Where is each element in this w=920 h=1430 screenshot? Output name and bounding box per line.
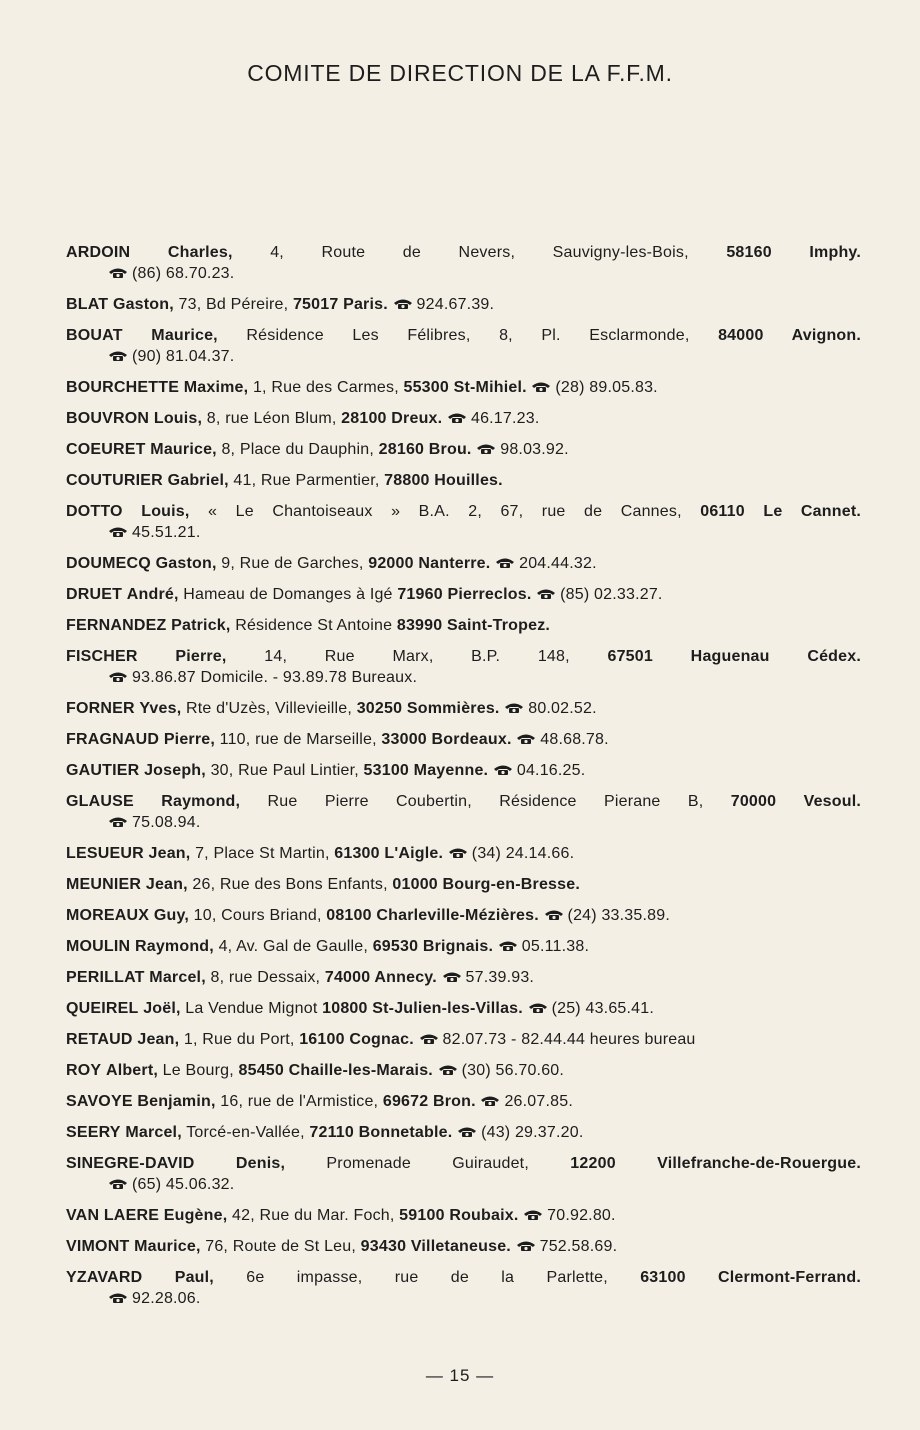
- entry-main-line: [66, 325, 861, 346]
- entry-main-line: [66, 998, 861, 1019]
- member-city: Villefranche-de-Rouergue.: [615, 1155, 861, 1172]
- entry-main-line: [66, 408, 861, 429]
- list-item: [66, 584, 861, 605]
- member-postal-code: 78800: [384, 472, 430, 489]
- member-first-name: Eugène,: [163, 1207, 228, 1224]
- member-phone: 04.16.25.: [516, 762, 586, 779]
- member-first-name: Gaston,: [112, 296, 174, 313]
- entry-main-line: [66, 905, 861, 926]
- entry-main-line: [66, 377, 861, 398]
- member-address: 8, Place du Dauphin,: [216, 441, 379, 458]
- telephone-icon: [438, 1061, 458, 1073]
- member-first-name: Pierre,: [175, 648, 227, 665]
- member-last-name: VAN LAERE: [66, 1207, 160, 1224]
- member-city: St-Mihiel.: [448, 379, 527, 396]
- entry-main-line: [66, 760, 861, 781]
- member-city: Sommières.: [402, 700, 500, 717]
- member-last-name: MOULIN: [66, 938, 131, 955]
- member-phone: 57.39.93.: [465, 969, 535, 986]
- member-phone: 93.86.87 Domicile. - 93.89.78 Bureaux.: [132, 669, 418, 686]
- member-city: Mayenne.: [409, 762, 489, 779]
- member-postal-code: 12200: [570, 1155, 616, 1172]
- member-phone: (43) 29.37.20.: [481, 1124, 584, 1141]
- member-last-name: VIMONT: [66, 1238, 130, 1255]
- list-item: [66, 698, 861, 719]
- list-item: [66, 843, 861, 864]
- member-phone: (85) 02.33.27.: [560, 586, 663, 603]
- member-postal-code: 28100: [341, 410, 387, 427]
- member-last-name: BOURCHETTE: [66, 379, 180, 396]
- member-address: 42, Rue du Mar. Foch,: [227, 1207, 400, 1224]
- member-phone: 75.08.94.: [132, 814, 201, 831]
- member-phone: (28) 89.05.83.: [555, 379, 658, 396]
- member-last-name: MOREAUX: [66, 907, 150, 924]
- entry-main-line: [66, 967, 861, 988]
- member-phone: 70.92.80.: [547, 1207, 616, 1224]
- list-item: [66, 377, 861, 398]
- member-city: St-Julien-les-Villas.: [367, 1000, 523, 1017]
- member-phone: 924.67.39.: [416, 296, 495, 313]
- entry-main-line: [66, 294, 861, 315]
- entry-main-line: [66, 698, 861, 719]
- member-city: Pierreclos.: [442, 586, 532, 603]
- member-last-name: GAUTIER: [66, 762, 140, 779]
- entry-main-line: [66, 1091, 861, 1112]
- member-postal-code: 33000: [381, 731, 427, 748]
- entry-phone-line: [66, 667, 861, 688]
- member-address: 1, Rue des Carmes,: [248, 379, 404, 396]
- telephone-icon: [531, 378, 551, 390]
- member-postal-code: 75017: [292, 296, 339, 313]
- list-item: [66, 729, 861, 750]
- member-phone: (90) 81.04.37.: [132, 348, 235, 365]
- member-address: 1, Rue du Port,: [179, 1031, 300, 1048]
- member-phone: (25) 43.65.41.: [551, 1000, 655, 1017]
- entry-main-line: [66, 553, 861, 574]
- member-address: 73, Bd Péreire,: [173, 296, 293, 313]
- member-first-name: Jean,: [145, 876, 188, 893]
- member-phone: 05.11.38.: [521, 938, 590, 955]
- member-city: Paris.: [338, 296, 388, 313]
- telephone-icon: [516, 1237, 536, 1249]
- member-first-name: Maxime,: [183, 379, 249, 396]
- telephone-icon: [457, 1123, 477, 1135]
- entry-main-line: [66, 843, 861, 864]
- member-last-name: BOUAT: [66, 327, 123, 344]
- member-first-name: Maurice,: [150, 441, 217, 458]
- telephone-icon: [447, 409, 467, 421]
- list-item: [66, 294, 861, 315]
- list-item: [66, 1153, 861, 1195]
- member-first-name: Jean,: [148, 845, 191, 862]
- entry-main-line: [66, 439, 861, 460]
- member-last-name: DOUMECQ: [66, 555, 151, 572]
- member-city: Bron.: [428, 1093, 476, 1110]
- member-phone: 98.03.92.: [500, 441, 569, 458]
- member-phone: (86) 68.70.23.: [132, 265, 235, 282]
- telephone-icon: [493, 761, 513, 773]
- entry-main-line: [66, 470, 861, 491]
- member-last-name: SINEGRE-DAVID: [66, 1155, 195, 1172]
- list-item: [66, 439, 861, 460]
- list-item: [66, 408, 861, 429]
- member-phone: 26.07.85.: [504, 1093, 573, 1110]
- list-item: [66, 646, 861, 688]
- telephone-icon: [544, 906, 564, 918]
- member-address: 9, Rue de Garches,: [216, 555, 369, 572]
- list-item: [66, 1236, 861, 1257]
- entry-main-line: [66, 1153, 861, 1174]
- member-city: Roubaix.: [444, 1207, 519, 1224]
- member-first-name: Joseph,: [144, 762, 206, 779]
- entry-main-line: [66, 1236, 861, 1257]
- entry-phone-line: [66, 263, 861, 284]
- member-postal-code: 30250: [356, 700, 403, 717]
- member-city: Bonnetable.: [353, 1124, 453, 1141]
- list-item: [66, 936, 861, 957]
- member-list: [66, 242, 861, 1319]
- member-first-name: Jean,: [137, 1031, 180, 1048]
- member-postal-code: 74000: [324, 969, 371, 986]
- entry-main-line: [66, 1029, 861, 1050]
- member-address: 8, rue Léon Blum,: [202, 410, 342, 427]
- list-item: [66, 1122, 861, 1143]
- list-item: [66, 501, 861, 543]
- member-city: Bourg-en-Bresse.: [437, 876, 581, 893]
- member-city: L'Aigle.: [379, 845, 444, 862]
- member-address: Hameau de Domanges à Igé: [178, 586, 398, 603]
- member-first-name: Gaston,: [155, 555, 217, 572]
- entry-main-line: [66, 615, 861, 636]
- member-last-name: ROY: [66, 1062, 102, 1079]
- member-city: Brou.: [424, 441, 472, 458]
- entry-main-line: [66, 584, 861, 605]
- telephone-icon: [498, 937, 518, 949]
- member-phone: (24) 33.35.89.: [567, 907, 670, 924]
- member-city: Brignais.: [418, 938, 494, 955]
- member-address: Le Bourg,: [158, 1062, 239, 1079]
- member-last-name: SEERY: [66, 1124, 121, 1141]
- list-item: [66, 1060, 861, 1081]
- member-postal-code: 28160: [378, 441, 425, 458]
- member-address: 6e impasse, rue de la Parlette,: [213, 1269, 641, 1286]
- member-address: Résidence Les Félibres, 8, Pl. Esclarmonde,: [217, 327, 719, 344]
- member-phone: (30) 56.70.60.: [461, 1062, 565, 1079]
- member-phone: 82.07.73 - 82.44.44 heures bureau: [442, 1031, 696, 1048]
- member-address: « Le Chantoiseaux » B.A. 2, 67, rue de Cannes,: [189, 503, 701, 520]
- telephone-icon: [516, 730, 536, 742]
- member-city: Annecy.: [370, 969, 437, 986]
- list-item: [66, 615, 861, 636]
- member-last-name: FRAGNAUD: [66, 731, 160, 748]
- member-city: Chaille-les-Marais.: [284, 1062, 433, 1079]
- member-city: Cognac.: [344, 1031, 414, 1048]
- entry-phone-line: [66, 1174, 861, 1195]
- member-postal-code: 92000: [368, 555, 414, 572]
- member-last-name: FISCHER: [66, 648, 138, 665]
- member-last-name: ARDOIN: [66, 244, 131, 261]
- telephone-icon: [523, 1206, 543, 1218]
- member-phone: 46.17.23.: [470, 410, 540, 427]
- list-item: [66, 242, 861, 284]
- member-city: Houilles.: [429, 472, 503, 489]
- member-phone: 80.02.52.: [528, 700, 597, 717]
- member-phone: 204.44.32.: [519, 555, 597, 572]
- list-item: [66, 998, 861, 1019]
- member-last-name: SAVOYE: [66, 1093, 133, 1110]
- member-last-name: COUTURIER: [66, 472, 163, 489]
- member-first-name: Benjamin,: [137, 1093, 216, 1110]
- member-postal-code: 59100: [399, 1207, 445, 1224]
- member-city: Villetaneuse.: [406, 1238, 511, 1255]
- entry-phone-line: [66, 1288, 861, 1309]
- list-item: [66, 967, 861, 988]
- member-last-name: COEURET: [66, 441, 146, 458]
- member-first-name: Louis,: [141, 503, 190, 520]
- member-postal-code: 10800: [322, 1000, 368, 1017]
- member-city: Saint-Tropez.: [442, 617, 551, 634]
- telephone-icon: [495, 554, 515, 566]
- member-last-name: RETAUD: [66, 1031, 133, 1048]
- member-last-name: GLAUSE: [66, 793, 134, 810]
- member-address: Rue Pierre Coubertin, Résidence Pierane B,: [240, 793, 731, 810]
- telephone-icon: [108, 347, 128, 359]
- entry-main-line: [66, 874, 861, 895]
- member-postal-code: 06110: [700, 503, 745, 520]
- member-city: Avignon.: [763, 327, 862, 344]
- member-first-name: Marcel,: [125, 1124, 182, 1141]
- member-postal-code: 61300: [334, 845, 380, 862]
- member-city: Clermont-Ferrand.: [685, 1269, 861, 1286]
- member-first-name: Denis,: [235, 1155, 286, 1172]
- member-address: La Vendue Mignot: [180, 1000, 323, 1017]
- telephone-icon: [108, 1175, 128, 1187]
- member-last-name: PERILLAT: [66, 969, 145, 986]
- telephone-icon: [108, 523, 128, 535]
- entry-phone-line: [66, 522, 861, 543]
- member-postal-code: 70000: [730, 793, 777, 810]
- member-city: Vesoul.: [776, 793, 862, 810]
- member-address: 14, Rue Marx, B.P. 148,: [226, 648, 608, 665]
- member-first-name: Maurice,: [151, 327, 218, 344]
- entry-main-line: [66, 1267, 861, 1288]
- telephone-icon: [528, 999, 548, 1011]
- member-postal-code: 93430: [360, 1238, 407, 1255]
- member-last-name: YZAVARD: [66, 1269, 143, 1286]
- member-address: 4, Route de Nevers, Sauvigny-les-Bois,: [232, 244, 727, 261]
- list-item: [66, 874, 861, 895]
- member-address: 8, rue Dessaix,: [205, 969, 325, 986]
- member-address: Résidence St Antoine: [230, 617, 397, 634]
- member-first-name: Patrick,: [171, 617, 231, 634]
- member-postal-code: 63100: [640, 1269, 686, 1286]
- list-item: [66, 1205, 861, 1226]
- member-phone: (34) 24.14.66.: [471, 845, 575, 862]
- list-item: [66, 1029, 861, 1050]
- page-number: — 15 —: [425, 1366, 495, 1385]
- member-postal-code: 83990: [396, 617, 443, 634]
- member-city: Bordeaux.: [426, 731, 512, 748]
- member-phone: (65) 45.06.32.: [132, 1176, 235, 1193]
- list-item: [66, 791, 861, 833]
- member-last-name: FERNANDEZ: [66, 617, 167, 634]
- member-address: 110, rue de Marseille,: [215, 731, 382, 748]
- member-postal-code: 72110: [309, 1124, 354, 1141]
- member-address: 76, Route de St Leu,: [200, 1238, 361, 1255]
- member-postal-code: 71960: [397, 586, 443, 603]
- member-postal-code: 69530: [372, 938, 419, 955]
- member-first-name: Charles,: [167, 244, 233, 261]
- telephone-icon: [504, 699, 524, 711]
- member-last-name: FORNER: [66, 700, 135, 717]
- telephone-icon: [419, 1030, 439, 1042]
- member-address: Promenade Guiraudet,: [285, 1155, 571, 1172]
- telephone-icon: [393, 295, 413, 307]
- telephone-icon: [442, 968, 462, 980]
- member-last-name: LESUEUR: [66, 845, 144, 862]
- member-last-name: BOUVRON: [66, 410, 150, 427]
- entry-main-line: [66, 242, 861, 263]
- list-item: [66, 1091, 861, 1112]
- member-postal-code: 53100: [363, 762, 410, 779]
- member-first-name: Joël,: [143, 1000, 181, 1017]
- member-postal-code: 55300: [403, 379, 449, 396]
- entry-main-line: [66, 1122, 861, 1143]
- entry-main-line: [66, 791, 861, 812]
- member-first-name: Raymond,: [134, 938, 214, 955]
- member-first-name: Pierre,: [163, 731, 216, 748]
- member-last-name: MEUNIER: [66, 876, 142, 893]
- list-item: [66, 325, 861, 367]
- entry-phone-line: [66, 346, 861, 367]
- member-first-name: Raymond,: [161, 793, 241, 810]
- entry-main-line: [66, 1205, 861, 1226]
- member-phone: 92.28.06.: [132, 1290, 201, 1307]
- member-city: Le Cannet.: [744, 503, 861, 520]
- entry-main-line: [66, 936, 861, 957]
- member-last-name: BLAT: [66, 296, 109, 313]
- member-city: Charleville-Mézières.: [371, 907, 539, 924]
- member-city: Nanterre.: [413, 555, 491, 572]
- member-postal-code: 58160: [726, 244, 772, 261]
- member-postal-code: 67501: [607, 648, 653, 665]
- member-postal-code: 85450: [238, 1062, 284, 1079]
- member-first-name: Marcel,: [149, 969, 206, 986]
- member-first-name: Yves,: [139, 700, 182, 717]
- member-address: 16, rue de l'Armistice,: [215, 1093, 383, 1110]
- member-postal-code: 69672: [382, 1093, 429, 1110]
- telephone-icon: [448, 844, 468, 856]
- member-last-name: QUEIREL: [66, 1000, 139, 1017]
- list-item: [66, 470, 861, 491]
- member-city: Imphy.: [771, 244, 861, 261]
- entry-main-line: [66, 729, 861, 750]
- member-first-name: Albert,: [105, 1062, 159, 1079]
- member-address: 30, Rue Paul Lintier,: [205, 762, 364, 779]
- list-item: [66, 1267, 861, 1309]
- member-first-name: Paul,: [174, 1269, 214, 1286]
- member-address: 7, Place St Martin,: [190, 845, 335, 862]
- member-phone: 752.58.69.: [539, 1238, 618, 1255]
- list-item: [66, 905, 861, 926]
- member-address: Rte d'Uzès, Villevieille,: [181, 700, 357, 717]
- telephone-icon: [108, 813, 128, 825]
- member-postal-code: 01000: [392, 876, 438, 893]
- member-address: 10, Cours Briand,: [189, 907, 327, 924]
- telephone-icon: [476, 440, 496, 452]
- member-city: Haguenau Cédex.: [652, 648, 861, 665]
- member-address: Torcé-en-Vallée,: [181, 1124, 310, 1141]
- member-last-name: DOTTO: [66, 503, 123, 520]
- member-first-name: Maurice,: [134, 1238, 201, 1255]
- entry-main-line: [66, 501, 861, 522]
- member-postal-code: 16100: [299, 1031, 345, 1048]
- member-address: 41, Rue Parmentier,: [228, 472, 385, 489]
- page-title: COMITE DE DIRECTION DE LA F.F.M.: [247, 60, 673, 86]
- entry-phone-line: [66, 812, 861, 833]
- telephone-icon: [108, 668, 128, 680]
- entry-main-line: [66, 646, 861, 667]
- member-postal-code: 08100: [326, 907, 372, 924]
- telephone-icon: [536, 585, 556, 597]
- member-phone: 45.51.21.: [132, 524, 201, 541]
- member-postal-code: 84000: [718, 327, 764, 344]
- entry-main-line: [66, 1060, 861, 1081]
- list-item: [66, 760, 861, 781]
- member-city: Dreux.: [386, 410, 443, 427]
- telephone-icon: [480, 1092, 500, 1104]
- member-address: 4, Av. Gal de Gaulle,: [213, 938, 373, 955]
- telephone-icon: [108, 1289, 128, 1301]
- member-phone: 48.68.78.: [540, 731, 609, 748]
- member-first-name: Louis,: [153, 410, 203, 427]
- member-first-name: Gabriel,: [167, 472, 229, 489]
- member-address: 26, Rue des Bons Enfants,: [187, 876, 393, 893]
- member-last-name: DRUET: [66, 586, 123, 603]
- member-first-name: Guy,: [153, 907, 190, 924]
- member-first-name: André,: [126, 586, 179, 603]
- telephone-icon: [108, 264, 128, 276]
- list-item: [66, 553, 861, 574]
